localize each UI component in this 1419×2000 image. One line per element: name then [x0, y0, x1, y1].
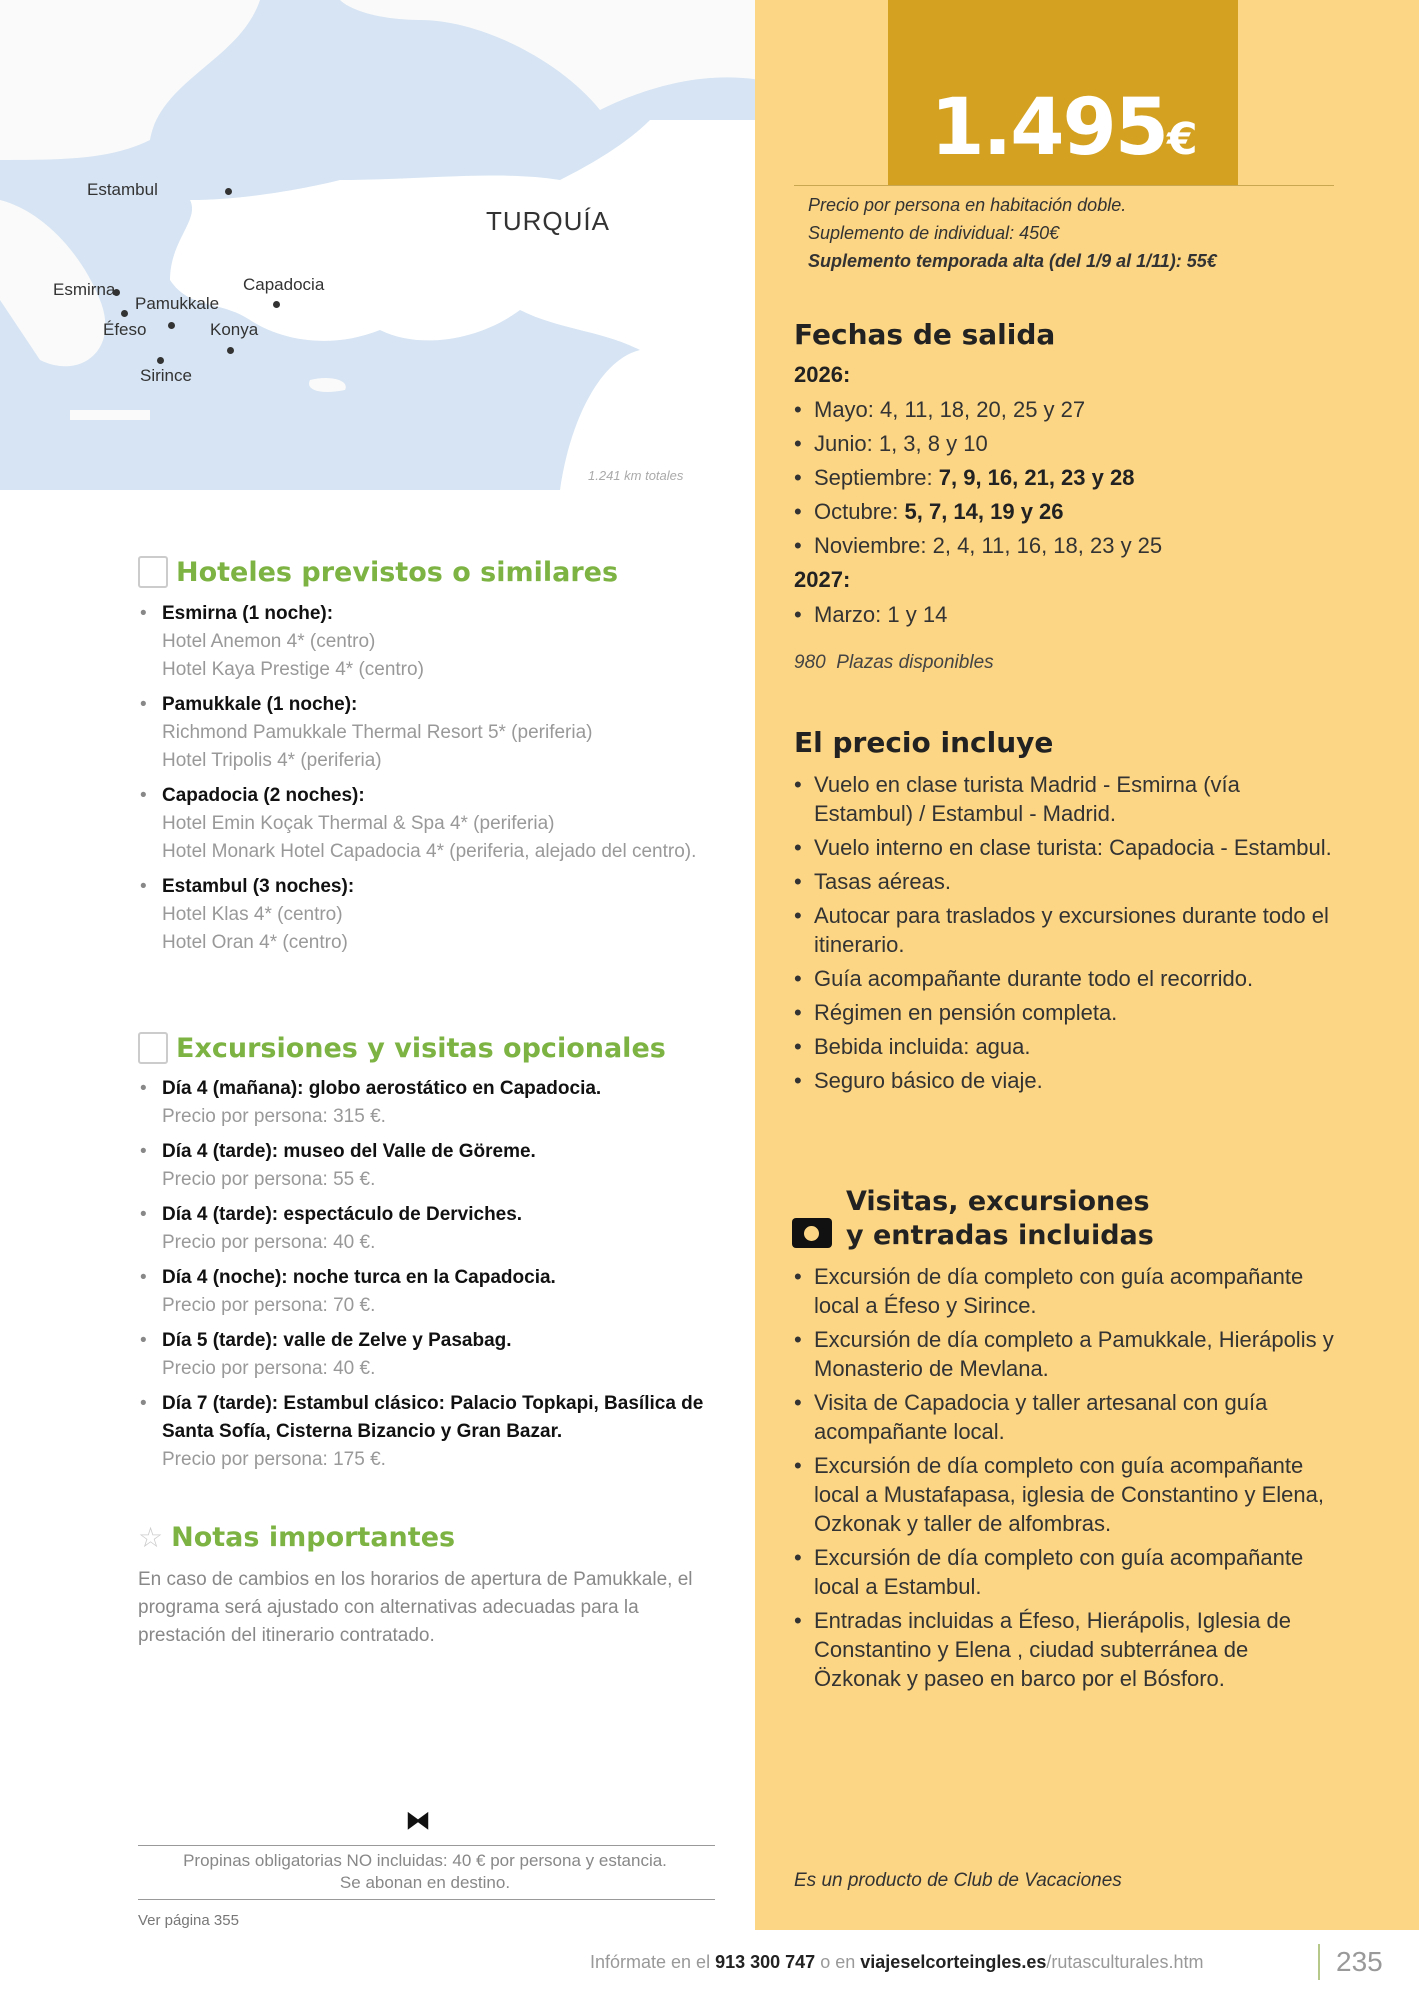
- phone[interactable]: 913 300 747: [715, 1952, 816, 1972]
- divider: [138, 1899, 715, 1900]
- hotel-name: Hotel Tripolis 4* (periferia): [162, 750, 382, 771]
- included-item: • Tasas aéreas.: [794, 867, 1334, 896]
- hotels-list: [138, 600, 728, 964]
- see-page-link[interactable]: Ver página 355: [138, 1912, 239, 1929]
- city-dot: [225, 188, 232, 195]
- visit-item: • Excursión de día completo con guía acompañante local a Mustafapasa, iglesia de Constantino y Elena, Ozkonak y taller de alfombras.: [794, 1451, 1334, 1538]
- date-item: [794, 393, 1334, 427]
- excursion-price: Precio por persona: 55 €.: [162, 1169, 376, 1190]
- month: Septiembre:: [814, 465, 933, 490]
- excursions-list: [138, 1075, 728, 1481]
- hotel-group: [138, 782, 728, 866]
- date-item: [794, 598, 1334, 632]
- dates-title: Fechas de salida: [794, 318, 1056, 351]
- visits-title-2: y entradas incluidas: [846, 1220, 1154, 1251]
- city-label: Pamukkale: [135, 294, 220, 313]
- excursion-text: Estambul clásico: Palacio Topkapi, Basílica de Santa Sofía, Cisterna Bizancio y Gran Bazar.: [162, 1393, 704, 1442]
- dates-2027: [794, 598, 1334, 632]
- city-label: Konya: [210, 320, 259, 339]
- month: Noviembre:: [814, 533, 927, 558]
- excursion-text: valle de Zelve y Pasabag.: [283, 1330, 512, 1351]
- visit-item: • Excursión de día completo con guía acompañante local a Estambul.: [794, 1543, 1334, 1601]
- excursion-item: [138, 1138, 728, 1194]
- backpack-icon: [138, 1032, 168, 1064]
- excursion-price: Precio por persona: 40 €.: [162, 1232, 376, 1253]
- star-icon: ☆: [138, 1521, 164, 1554]
- included-item: • Bebida incluida: agua.: [794, 1032, 1334, 1061]
- excursion-item: [138, 1390, 728, 1474]
- days: 1, 3, 8 y 10: [878, 431, 988, 456]
- excursion-text: espectáculo de Derviches.: [283, 1204, 523, 1225]
- map-scale: 1.241 km totales: [588, 468, 684, 483]
- visits-list: [794, 1262, 1334, 1698]
- hotel-icon: [138, 556, 168, 588]
- hotel-name: Hotel Monark Hotel Capadocia 4* (periferia, alejado del centro).: [162, 841, 697, 862]
- days: 1 y 14: [887, 602, 948, 627]
- included-item: • Régimen en pensión completa.: [794, 998, 1334, 1027]
- city-label: Estambul: [87, 180, 158, 199]
- date-item: [794, 461, 1334, 495]
- excursion-day: Día 4 (tarde):: [162, 1141, 279, 1162]
- year-label: 2027:: [794, 567, 851, 592]
- excursion-desc: [162, 1201, 728, 1229]
- single-supplement: Suplemento de individual: 450€: [808, 223, 1060, 243]
- month: Mayo:: [814, 397, 874, 422]
- includes-list: [794, 770, 1334, 1100]
- excursion-price: Precio por persona: 40 €.: [162, 1358, 376, 1379]
- price-note: Precio por persona en habitación doble.: [808, 195, 1127, 215]
- city-label: Capadocia: [243, 275, 325, 294]
- excursion-desc: [162, 1138, 728, 1166]
- excursion-price: Precio por persona: 175 €.: [162, 1449, 386, 1470]
- page-number: 235: [1336, 1946, 1383, 1977]
- country-label: TURQUÍA: [486, 206, 610, 236]
- hotel-group: [138, 691, 728, 775]
- included-item: • Vuelo interno en clase turista: Capadocia - Estambul.: [794, 833, 1334, 862]
- excursion-desc: [162, 1264, 728, 1292]
- price: 1.495€: [930, 83, 1196, 173]
- hotel-group: [138, 600, 728, 684]
- high-season-supplement: Suplemento temporada alta (del 1/9 al 1/11): 55€: [808, 251, 1217, 271]
- hotel-name: Hotel Klas 4* (centro): [162, 904, 343, 925]
- excursion-text: museo del Valle de Göreme.: [283, 1141, 536, 1162]
- days: 2, 4, 11, 16, 18, 23 y 25: [932, 533, 1163, 558]
- footer-contact: Infórmate en el 913 300 747 o en viajeselcorteingles.es/rutasculturales.htm: [590, 1952, 1204, 1972]
- included-item: • Autocar para traslados y excursiones durante todo el itinerario.: [794, 901, 1334, 959]
- excursion-desc: [162, 1075, 728, 1103]
- excursion-item: [138, 1264, 728, 1320]
- excursion-desc: [162, 1327, 728, 1355]
- includes-title: El precio incluye: [794, 726, 1054, 759]
- dates-2026: [794, 393, 1334, 563]
- year-label: 2026:: [794, 362, 851, 387]
- hotel-name: Hotel Emin Koçak Thermal & Spa 4* (periferia): [162, 813, 555, 834]
- date-item: [794, 427, 1334, 461]
- included-item: • Vuelo en clase turista Madrid - Esmirna (vía Estambul) / Estambul - Madrid.: [794, 770, 1334, 828]
- date-item: [794, 495, 1334, 529]
- excursion-price: Precio por persona: 315 €.: [162, 1106, 386, 1127]
- excursion-item: [138, 1075, 728, 1131]
- city-label: Éfeso: [103, 320, 147, 339]
- excursion-item: [138, 1201, 728, 1257]
- visits-title: Visitas, excursiones: [846, 1186, 1150, 1217]
- bowtie-icon: ⧓: [405, 1805, 431, 1835]
- notes-text: En caso de cambios en los horarios de apertura de Pamukkale, el programa será ajustado con alternativas adecuadas para la prestación del itinerario contratado.: [138, 1569, 693, 1646]
- hotel-name: Hotel Anemon 4* (centro): [162, 631, 376, 652]
- city-dot: [157, 357, 164, 364]
- hotel-name: Hotel Kaya Prestige 4* (centro): [162, 659, 424, 680]
- city-dot: [273, 301, 280, 308]
- included-item: • Guía acompañante durante todo el recorrido.: [794, 964, 1334, 993]
- hotel-city: • Pamukkale (1 noche):: [162, 694, 358, 715]
- hotels-title: Hoteles previstos o similares: [176, 556, 619, 588]
- camera-icon: [792, 1218, 832, 1248]
- excursion-price: Precio por persona: 70 €.: [162, 1295, 376, 1316]
- excursion-day: Día 4 (noche):: [162, 1267, 288, 1288]
- excursion-day: Día 7 (tarde):: [162, 1393, 279, 1414]
- hotel-group: [138, 873, 728, 957]
- map-background: [0, 0, 755, 490]
- month: Marzo:: [814, 602, 882, 627]
- excursion-day: Día 4 (tarde):: [162, 1204, 279, 1225]
- divider: [794, 185, 1334, 186]
- divider: [1318, 1944, 1320, 1980]
- visit-item: • Visita de Capadocia y taller artesanal con guía acompañante local.: [794, 1388, 1334, 1446]
- visit-item: • Entradas incluidas a Éfeso, Hierápolis, Iglesia de Constantino y Elena , ciudad subterránea de Özkonak y paseo en barco por el Bósforo.: [794, 1606, 1334, 1693]
- excursions-title: Excursiones y visitas opcionales: [176, 1032, 666, 1064]
- hotel-city: • Esmirna (1 noche):: [162, 603, 334, 624]
- excursions-heading: [138, 1032, 666, 1064]
- month: Octubre:: [814, 499, 899, 524]
- notes-heading: [138, 1521, 455, 1554]
- hotel-city: • Capadocia (2 noches):: [162, 785, 365, 806]
- city-dot: [168, 322, 175, 329]
- hotel-name: Richmond Pamukkale Thermal Resort 5* (periferia): [162, 722, 593, 743]
- excursion-day: Día 4 (mañana):: [162, 1078, 304, 1099]
- hotel-city: • Estambul (3 noches):: [162, 876, 355, 897]
- divider: [138, 1845, 715, 1846]
- month: Junio:: [814, 431, 873, 456]
- excursion-desc: [162, 1390, 728, 1446]
- tips-text: Propinas obligatorias NO incluidas: 40 € por persona y estancia. Se abonan en destino.: [183, 1851, 667, 1892]
- excursion-text: globo aerostático en Capadocia.: [308, 1078, 602, 1099]
- hotel-name: Hotel Oran 4* (centro): [162, 932, 348, 953]
- excursion-text: noche turca en la Capadocia.: [292, 1267, 556, 1288]
- notes-title: Notas importantes: [171, 1522, 456, 1553]
- hotels-heading: [138, 556, 618, 588]
- price-box: [888, 0, 1238, 185]
- days: 5, 7, 14, 19 y 26: [904, 499, 1064, 524]
- city-dot: [121, 310, 128, 317]
- date-item: [794, 529, 1334, 563]
- city-label: Esmirna: [53, 280, 116, 299]
- days: 7, 9, 16, 21, 23 y 28: [938, 465, 1135, 490]
- days: 4, 11, 18, 20, 25 y 27: [880, 397, 1086, 422]
- seats-available: 980 Plazas disponibles: [794, 652, 994, 673]
- city-label: Sirince: [140, 366, 192, 385]
- club-note: Es un producto de Club de Vacaciones: [794, 1870, 1122, 1891]
- excursion-item: [138, 1327, 728, 1383]
- route-map: [0, 0, 755, 490]
- visit-item: • Excursión de día completo con guía acompañante local a Éfeso y Sirince.: [794, 1262, 1334, 1320]
- city-dot: [227, 347, 234, 354]
- included-item: • Seguro básico de viaje.: [794, 1066, 1334, 1095]
- website-link[interactable]: viajeselcorteingles.es: [860, 1952, 1047, 1972]
- excursion-day: Día 5 (tarde):: [162, 1330, 279, 1351]
- visit-item: • Excursión de día completo a Pamukkale, Hierápolis y Monasterio de Mevlana.: [794, 1325, 1334, 1383]
